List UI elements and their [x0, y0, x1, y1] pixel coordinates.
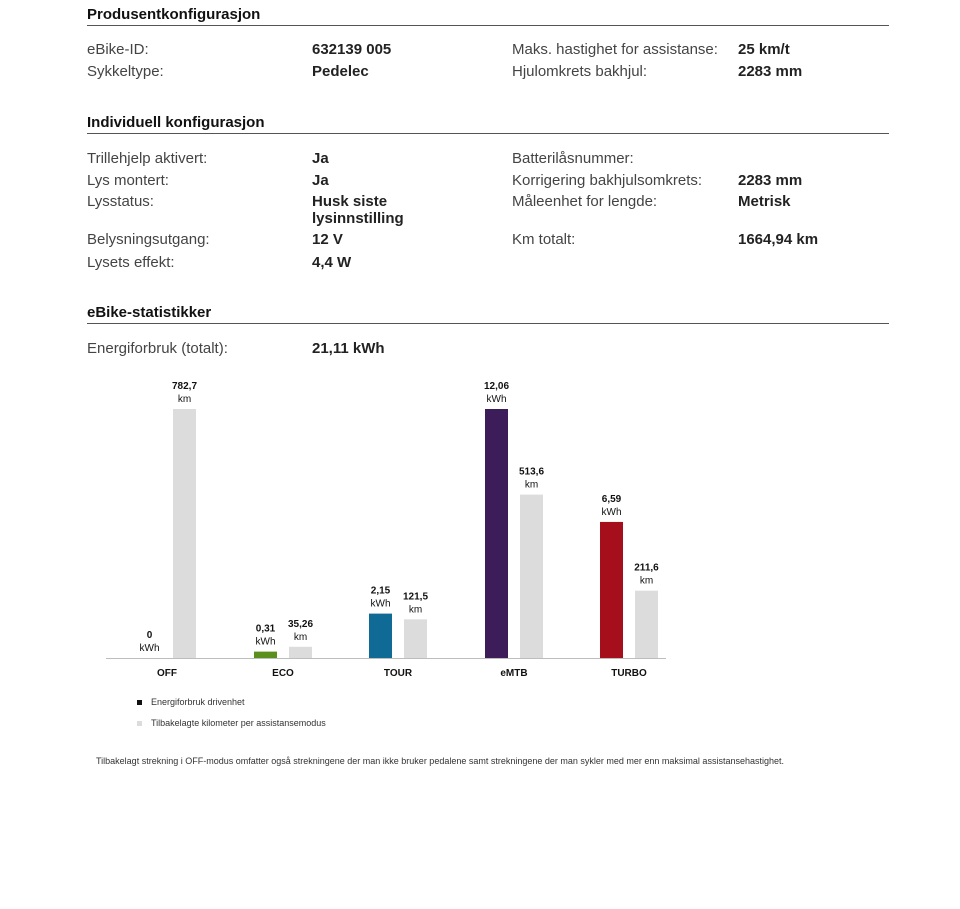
legend-label-distance: Tilbakelagte kilometer per assistansemodus [151, 718, 326, 728]
energy-value-label-tour: 2,15 [370, 585, 391, 597]
distance-bar-off [173, 409, 196, 658]
distance-bar-eco [289, 647, 312, 658]
energy-bar-tour [369, 614, 392, 658]
wheel-correction-value: 2283 mm [738, 172, 803, 189]
wheel-circumference-label: Hjulomkrets bakhjul: [512, 63, 648, 80]
energy-unit-label-eco: kWh [255, 636, 276, 648]
energy-total-label: Energiforbruk (totalt): [87, 340, 228, 357]
distance-value-label-turbo: 211,6 [634, 562, 659, 574]
energy-bar-eco [254, 652, 277, 658]
distance-unit-label-tour: km [408, 604, 423, 616]
wheel-correction-label: Korrigering bakhjulsomkrets: [512, 172, 703, 189]
light-mounted-value: Ja [312, 172, 329, 189]
energy-value-label-eco: 0,31 [255, 623, 276, 635]
energy-unit-label-off: kWh [139, 643, 160, 654]
energy-total-value: 21,11 kWh [312, 340, 385, 357]
distance-bar-emtb [520, 495, 543, 658]
distance-unit-label-emtb: km [524, 479, 539, 491]
energy-unit-label-emtb: kWh [486, 394, 507, 405]
energy-value-label-emtb: 12,06 [483, 381, 510, 392]
light-power-value: 4,4 W [312, 254, 352, 271]
light-mounted-label: Lys montert: [87, 172, 169, 189]
legend-label-energy: Energiforbruk drivenhet [151, 697, 245, 707]
energy-unit-label-turbo: kWh [601, 506, 622, 518]
distance-unit-label-eco: km [293, 631, 308, 643]
energy-value-label-off: 0 [146, 630, 153, 641]
ebike-id-label: eBike-ID: [87, 41, 149, 58]
light-output-label: Belysningsutgang: [87, 231, 210, 248]
chart-footnote: Tilbakelagt strekning i OFF-modus omfatter også strekningene der man ikke bruker pedalene samt strekningene der man sykler med mer enn maksimal assistansehastighet. [96, 756, 784, 766]
distance-bar-turbo [635, 591, 658, 658]
distance-value-label-emtb: 513,6 [518, 466, 545, 478]
length-unit-label: Måleenhet for lengde: [512, 193, 658, 210]
light-output-value: 12 V [312, 231, 343, 248]
light-status-value-line2: lysinnstilling [312, 210, 404, 227]
energy-bar-turbo [600, 522, 623, 658]
category-label-off: OFF [157, 668, 177, 679]
length-unit-value: Metrisk [738, 193, 791, 210]
category-label-emtb: eMTB [500, 668, 528, 679]
individual-section-title: Individuell konfigurasjon [87, 114, 889, 134]
bike-type-value: Pedelec [312, 63, 369, 80]
category-label-eco: ECO [272, 668, 294, 679]
distance-value-label-off: 782,7 [171, 381, 198, 392]
legend-swatch-distance [137, 721, 142, 726]
energy-bar-emtb [485, 409, 508, 658]
distance-value-label-eco: 35,26 [287, 618, 314, 630]
legend-item-distance [137, 718, 326, 728]
distance-value-label-tour: 121,5 [402, 591, 429, 603]
category-label-turbo: TURBO [611, 668, 647, 679]
bike-type-label: Sykkeltype: [87, 63, 164, 80]
battery-lock-label: Batterilåsnummer: [512, 150, 634, 167]
distance-bar-tour [404, 619, 427, 658]
max-speed-label: Maks. hastighet for assistanse: [512, 41, 718, 58]
max-speed-value: 25 km/t [738, 41, 790, 58]
legend-swatch-energy [137, 700, 142, 705]
distance-unit-label-turbo: km [639, 575, 654, 587]
distance-unit-label-off: km [177, 394, 192, 405]
legend-item-energy [137, 697, 245, 707]
wheel-circumference-value: 2283 mm [738, 63, 803, 80]
light-status-label: Lysstatus: [87, 193, 154, 210]
light-status-value-line1: Husk siste [312, 193, 388, 210]
walk-assist-value: Ja [312, 150, 329, 167]
energy-value-label-turbo: 6,59 [601, 493, 622, 505]
km-total-value: 1664,94 km [738, 231, 819, 248]
category-label-tour: TOUR [383, 668, 413, 679]
ebike-id-value: 632139 005 [312, 41, 392, 58]
energy-unit-label-tour: kWh [370, 598, 391, 610]
stats-section-title: eBike-statistikker [87, 304, 889, 324]
producer-section-title: Produsentkonfigurasjon [87, 6, 889, 26]
km-total-label: Km totalt: [512, 231, 576, 248]
light-power-label: Lysets effekt: [87, 254, 175, 271]
walk-assist-label: Trillehjelp aktivert: [87, 150, 208, 167]
